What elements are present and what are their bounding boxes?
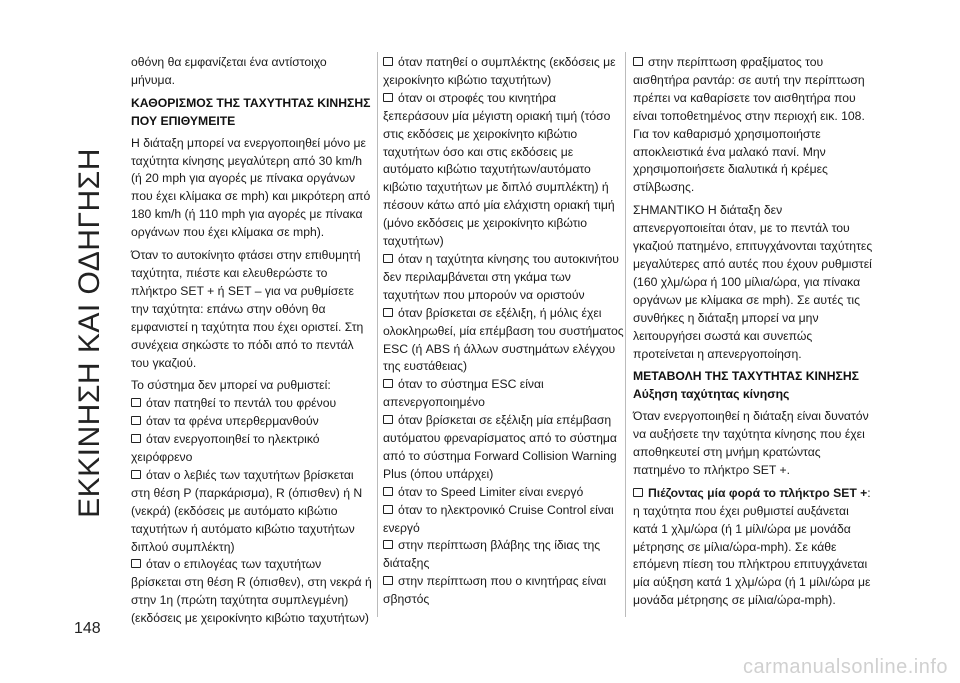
bullet-icon — [131, 398, 141, 407]
bullet-icon — [633, 488, 643, 497]
side-title — [62, 40, 117, 625]
bullet-icon — [383, 576, 393, 585]
list-item: όταν το Speed Limiter είναι ενεργό — [383, 484, 625, 502]
bullet-icon — [383, 254, 393, 263]
paragraph: Η διάταξη μπορεί να ενεργοποιηθεί μόνο με ταχύτητα κίνησης μεγαλύτερη από 30 km/h (ή 20 mph για αγορές με πίνακα οργάνων που έχει κλίμακα σε mph) και μικρότερη από 180 km/h (ή 110 mph για αγορές με πίνακα οργάνων που έχει κλίμακα σε mph). — [131, 135, 371, 240]
column-divider — [625, 52, 626, 617]
list-item: όταν πατηθεί το πεντάλ του φρένου — [131, 395, 373, 413]
list-item: όταν βρίσκεται σε εξέλιξη μία επέμβαση αυτόματου φρεναρίσματος από το σύστημα από το σύστημα Forward Collision Warning Plus (όπου υπάρχει) — [383, 413, 617, 481]
paragraph: Το σύστημα δεν μπορεί να ρυθμιστεί: — [131, 378, 331, 393]
bullet-icon — [383, 379, 393, 388]
bullet-icon — [383, 93, 393, 102]
list-item: όταν οι στροφές του κινητήρα ξεπεράσουν μία μέγιστη οριακή τιμή (τόσο στις εκδόσεις με χειροκίνητο κιβώτιο ταχυτήτων όσο και στις εκδόσεις με αυτόματο κιβώτιο ταχυτήτων/αυτόματο κιβώτιο ταχυτήτων με διπλό συμπλέκτη) ή πέσουν κάτω από μία ελάχιστη οριακή τιμή (μόνο εκδόσεις με χειροκίνητο κιβώτιο ταχυτήτων) — [383, 90, 615, 249]
bullet-list — [131, 395, 373, 628]
list-item: όταν η ταχύτητα κίνησης του αυτοκινήτου δεν περιλαμβάνεται στη γκάμα των ταχυτήτων που μπορούν να οριστούν — [383, 251, 619, 302]
intro-text: οθόνη θα εμφανίζεται ένα αντίστοιχο μήνυμα. — [131, 55, 327, 87]
column-divider — [377, 52, 378, 617]
bullet-icon — [383, 505, 393, 514]
list-item: όταν το σύστημα ESC είναι απενεργοποιημένο — [383, 377, 544, 410]
bullet-icon — [383, 415, 393, 424]
list-item: όταν ενεργοποιηθεί το ηλεκτρικό χειρόφρενο — [131, 432, 320, 465]
section-heading: ΚΑΘΟΡΙΣΜΟΣ ΤΗΣ ΤΑΧΥΤΗΤΑΣ ΚΙΝΗΣΗΣ ΠΟΥ ΕΠΙΘΥΜΕΙΤΕ — [131, 95, 371, 128]
list-item: όταν ο λεβιές των ταχυτήτων βρίσκεται στη θέση P (παρκάρισμα), R (όπισθεν) ή N (νεκρά) (εκδόσεις με αυτόματο κιβώτιο ταχυτήτων ή αυτόματο κιβώτιο ταχυτήτων διπλού συμπλέκτη) — [131, 467, 363, 554]
list-item: στην περίπτωση που ο κινητήρας είναι σβηστός — [383, 574, 607, 607]
bullet-icon — [131, 470, 141, 479]
list-item: στην περίπτωση φραξίματος του αισθητήρα ραντάρ: σε αυτή την περίπτωση πρέπει να καθαρίσετε τον αισθητήρα που είναι τοποθετημένος στην περιοχή εικ. 108. Για τον καθαρισμό χρησιμοποιήστε αποκλειστικά ένα μαλακό πανί. Μην χρησιμοποιήσετε διαλυτικά ή κρέμες στίλβωσης. — [633, 55, 865, 195]
bullet-icon — [383, 540, 393, 549]
list-item: όταν ο επιλογέας των ταχυτήτων βρίσκεται στη θέση R (όπισθεν), στη νεκρά ή στην 1η (πρώτη ταχύτητα συμπλεγμένη) (εκδόσεις με χειροκίνητο κιβώτιο ταχυτήτων) — [131, 557, 372, 626]
bullet-list — [383, 54, 625, 609]
section-heading: ΜΕΤΑΒΟΛΗ ΤΗΣ ΤΑΧΥΤΗΤΑΣ ΚΙΝΗΣΗΣ — [633, 369, 859, 384]
bullet-icon — [383, 308, 393, 317]
bullet-icon — [383, 57, 393, 66]
list-item: όταν βρίσκεται σε εξέλιξη, ή μόλις έχει ολοκληρωθεί, μία επέμβαση του συστήματος ESC (ή ABS ή άλλων συστημάτων ελέγχου της ευστάθειας) — [383, 305, 624, 374]
list-item: όταν το ηλεκτρονικό Cruise Control είναι ενεργό — [383, 502, 614, 535]
bullet-icon — [131, 434, 141, 443]
column-2 — [383, 54, 625, 609]
paragraph: Όταν το αυτοκίνητο φτάσει στην επιθυμητή ταχύτητα, πιέστε και ελευθερώστε το πλήκτρο SET + ή SET – για να ρυθμίσετε την ταχύτητα: επάνω στην οθόνη θα εμφανιστεί η ταχύτητα που έχει οριστεί. Στη συνέχεια σηκώστε το πόδι από το πεντάλ του γκαζιού. — [131, 248, 364, 370]
important-note: ΣΗΜΑΝΤΙΚΟ Η διάταξη δεν απενεργοποιείται όταν, με το πεντάλ του γκαζιού πατημένο, επιτυγχάνονται ταχύτητες μεγαλύτερες από αυτές που έχουν ρυθμιστεί (160 χλμ/ώρα ή 100 μίλια/ώρα, για πίνακα οργάνων με κλίμακα σε mph). Σε αυτές τις συνθήκες η διάταξη μπορεί να μην λειτουργήσει σωστά και συνεπώς προτείνεται η απενεργοποίηση. — [633, 203, 873, 361]
column-3 — [633, 54, 875, 610]
subsection-heading: Αύξηση ταχύτητας κίνησης — [633, 387, 790, 402]
bullet-icon — [131, 416, 141, 425]
bullet-icon — [633, 57, 643, 66]
page-number: 148 — [74, 620, 101, 637]
bullet-icon — [131, 559, 141, 568]
watermark: carmanualsonline.info — [742, 656, 948, 678]
bullet-lead: Πιέζοντας μία φορά το πλήκτρο SET + — [648, 485, 868, 500]
side-title-text: ΕΚΚΙΝΗΣΗ ΚΑΙ ΟΔΗΓΗΣΗ — [72, 147, 106, 518]
list-item: όταν τα φρένα υπερθερμανθούν — [131, 413, 373, 431]
column-1 — [131, 54, 373, 628]
list-item: όταν πατηθεί ο συμπλέκτης (εκδόσεις με χειροκίνητο κιβώτιο ταχυτήτων) — [383, 55, 616, 87]
list-item: στην περίπτωση βλάβης της ίδιας της διάταξης — [383, 538, 601, 571]
bullet-icon — [383, 487, 393, 496]
paragraph: Όταν ενεργοποιηθεί η διάταξη είναι δυνατόν να αυξήσετε την ταχύτητα κίνησης που έχει αποθηκευτεί στη μνήμη κρατώντας πατημένο το πλήκτρο SET +. — [633, 409, 869, 477]
list-item: Πιέζοντας μία φορά το πλήκτρο SET +: η ταχύτητα που έχει ρυθμιστεί αυξάνεται κατά 1 χλμ/ώρα (ή 1 μίλι/ώρα με μονάδα μέτρησης σε μίλια/ώρα-mph). Σε κάθε επόμενη πίεση του πλήκτρου επιτυγχάνεται μία αύξηση κατά 1 χλμ/ώρα (ή 1 μίλι/ώρα με μονάδα μέτρησης σε μίλια/ώρα-mph). — [633, 485, 871, 608]
